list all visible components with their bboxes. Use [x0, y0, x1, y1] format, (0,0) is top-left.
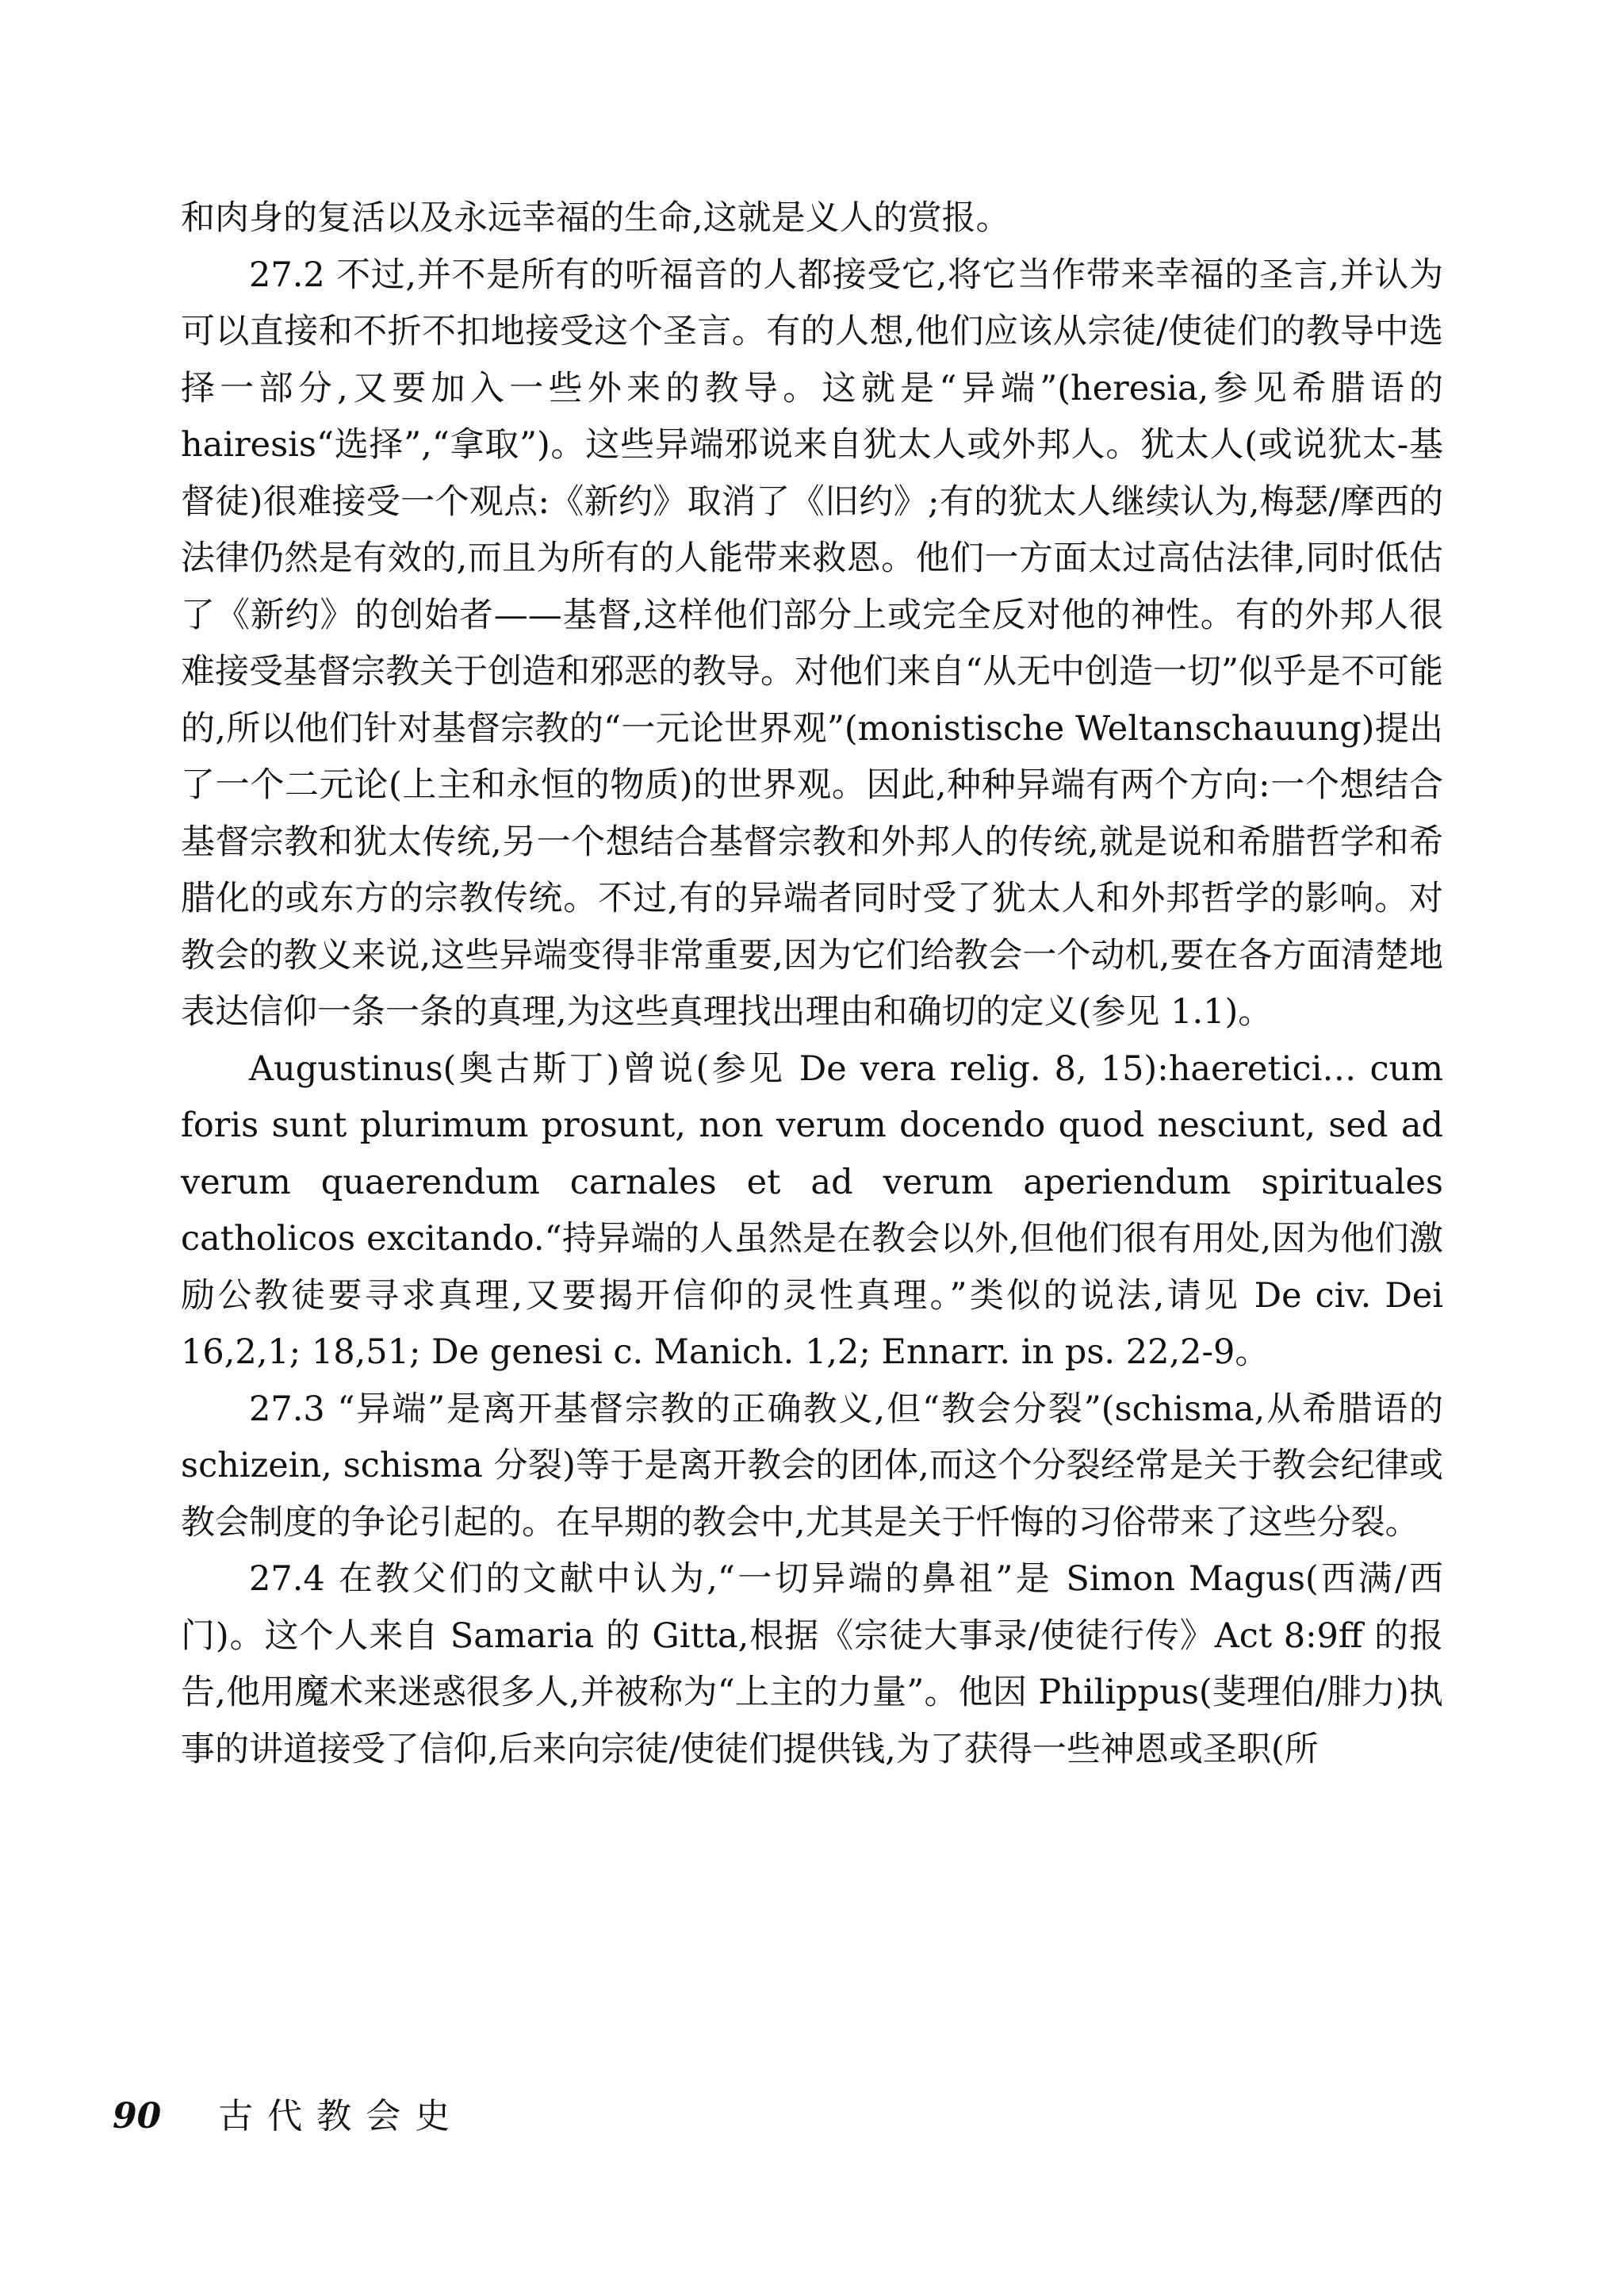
paragraph-27-2: 27.2 不过,并不是所有的听福音的人都接受它,将它当作带来幸福的圣言,并认为可以直接和不折不扣地接受这个圣言。有的人想,他们应该从宗徒/使徒们的教导中选择一部分,又要加入一些外来的教导。这就是“异端”(heresia,参见希腊语的 hairesis“选择”,“拿取”)。这些异端邪说来自犹太人或外邦人。犹太人(或说犹太-基督徒)很难接受一个观点:《新约》取消了《旧约》;有的犹太人继续认为,梅瑟/摩西的法律仍然是有效的,而且为所有的人能带来救恩。他们一方面太过高估法律,同时低估了《新约》的创始者——基督,这样他们部分上或完全反对他的神性。有的外邦人很难接受基督宗教关于创造和邪恶的教导。对他们来自“从无中创造一切”似乎是不可能的,所以他们针对基督宗教的“一元论世界观”(monistische Weltanschauung)提出了一个二元论(上主和永恒的物质)的世界观。因此,种种异端有两个方向:一个想结合基督宗教和犹太传统,另一个想结合基督宗教和外邦人的传统,就是说和希腊哲学和希腊化的或东方的宗教传统。不过,有的异端者同时受了犹太人和外邦哲学的影响。对教会的教义来说,这些异端变得非常重要,因为它们给教会一个动机,要在各方面清楚地表达信仰一条一条的真理,为这些真理找出理由和确切的定义(参见 1.1)。 [181, 255, 1443, 1032]
page-footer [113, 2087, 464, 2138]
paragraph-27-4: 27.4 在教父们的文献中认为,“一切异端的鼻祖”是 Simon Magus(西满/西门)。这个人来自 Samaria 的 Gitta,根据《宗徒大事录/使徒行传》Act 8:9ff 的报告,他用魔术来迷惑很多人,并被称为“上主的力量”。他因 Philippus(斐理伯/腓力)执事的讲道接受了信仰,后来向宗徒/使徒们提供钱,为了获得一些神恩或圣职(所 [181, 1559, 1443, 1769]
paragraph-27-3: 27.3 “异端”是离开基督宗教的正确教义,但“教会分裂”(schisma,从希腊语的 schizein, schisma 分裂)等于是离开教会的团体,而这个分裂经常是关于教会纪律或教会制度的争论引起的。在早期的教会中,尤其是关于忏悔的习俗带来了这些分裂。 [181, 1389, 1443, 1542]
body-text [181, 190, 1443, 1778]
running-title: 古代教会史 [218, 2096, 465, 2136]
paragraph-augustinus-quote: Augustinus(奥古斯丁)曾说(参见 De vera relig. 8, 15):haeretici… cum foris sunt plurimum prosunt, non verum docendo quod nesciunt, sed ad verum quaerendum carnales et ad verum aperiendum spirituales catholicos excitando.“持异端的人虽然是在教会以外,但他们很有用处,因为他们激励公教徒要寻求真理,又要揭开信仰的灵性真理。”类似的说法,请见 De civ. Dei 16,2,1; 18,51; De genesi c. Manich. 1,2; Ennarr. in ps. 22,2-9。 [181, 1048, 1443, 1372]
page-number: 90 [113, 2096, 162, 2136]
paragraph-continuation: 和肉身的复活以及永远幸福的生命,这就是义人的赏报。 [181, 198, 1010, 238]
